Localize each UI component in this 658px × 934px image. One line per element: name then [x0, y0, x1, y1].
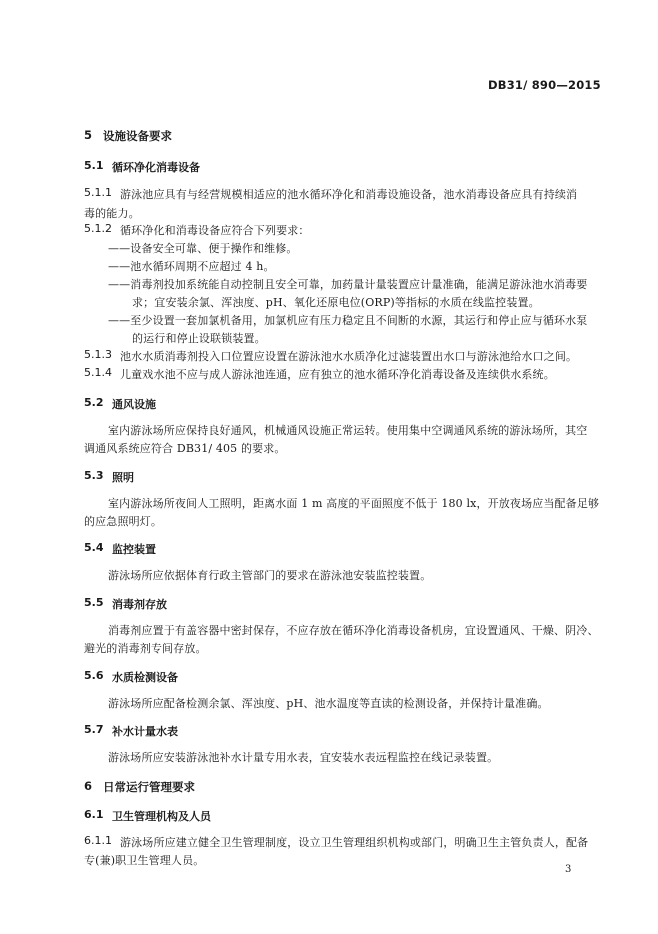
- clause-5-1-2-item-3: ——消毒剂投加系统能自动控制且安全可靠，加药量计量装置应计量准确，能满足游泳池水消毒要: [108, 278, 588, 291]
- section-5-6-title: 水质检测设备: [112, 671, 178, 684]
- section-5-2-line1: 室内游泳场所应保持良好通风，机械通风设施正常运转。使用集中空调通风系统的游泳场所，其空: [108, 424, 588, 437]
- clause-6-1-1-line1: 游泳场所应建立健全卫生管理制度，设立卫生管理组织机构或部门，明确卫生主管负责人，配备: [120, 836, 589, 849]
- clause-5-1-2-item-1: ——设备安全可靠、便于操作和维修。: [108, 242, 298, 255]
- section-5-2-number: 5.2: [84, 396, 104, 409]
- section-5-1-number: 5.1: [84, 159, 104, 172]
- section-5-3-line2: 的应急照明灯。: [84, 515, 163, 528]
- clause-5-1-1-line2: 毒的能力。: [84, 207, 140, 220]
- clause-6-1-1-number: 6.1.1: [84, 834, 112, 847]
- section-6-1-title: 卫生管理机构及人员: [112, 810, 211, 823]
- clause-5-1-3-text: 池水水质消毒剂投入口位置应设置在游泳池水水质净化过滤装置出水口与游泳池给水口之间。: [120, 350, 578, 363]
- clause-5-1-4-text: 儿童戏水池不应与成人游泳池连通，应有独立的池水循环净化消毒设备及连续供水系统。: [120, 368, 555, 381]
- section-6-title: 日常运行管理要求: [103, 780, 195, 794]
- section-5-title: 设施设备要求: [103, 129, 172, 143]
- section-5-6-number: 5.6: [84, 669, 104, 682]
- section-5-7-title: 补水计量水表: [112, 725, 178, 738]
- section-5-6-line1: 游泳场所应配备检测余氯、浑浊度、pH、池水温度等直读的检测设备，并保持计量准确。: [108, 697, 549, 710]
- section-5-4-title: 监控装置: [112, 543, 156, 556]
- clause-5-1-2-item-2: ——池水循环周期不应超过 4 h。: [108, 260, 275, 273]
- section-5-5-line1: 消毒剂应置于有盖容器中密封保存，不应存放在循环净化消毒设备机房，宜设置通风、干燥、阴冷、: [108, 624, 599, 637]
- section-5-3-line1: 室内游泳场所夜间人工照明，距离水面 1 m 高度的平面照度不低于 180 lx，开放夜场应当配备足够: [108, 497, 600, 510]
- section-5-3-number: 5.3: [84, 469, 104, 482]
- section-5-2-title: 通风设施: [112, 398, 156, 411]
- clause-5-1-2-intro: 循环净化和消毒设备应符合下列要求：: [120, 224, 310, 237]
- section-5-1-title: 循环净化消毒设备: [112, 161, 200, 174]
- section-6-number: 6: [84, 779, 93, 793]
- section-5-5-title: 消毒剂存放: [112, 598, 167, 611]
- section-5-7-number: 5.7: [84, 723, 104, 736]
- section-5-number: 5: [84, 128, 93, 142]
- clause-5-1-4-number: 5.1.4: [84, 366, 112, 379]
- clause-5-1-2-item-4: ——至少设置一套加氯机备用，加氯机应有压力稳定且不间断的水源，其运行和停止应与循环水泵: [108, 314, 588, 327]
- section-5-5-line2: 避光的消毒剂专间存放。: [84, 642, 207, 655]
- clause-5-1-2-item-3-cont: 求；宜安装余氯、浑浊度、pH、氧化还原电位(ORP)等指标的水质在线监控装置。: [132, 296, 540, 309]
- section-6-1-number: 6.1: [84, 808, 104, 821]
- section-5-2-line2: 调通风系统应符合 DB31/ 405 的要求。: [84, 442, 286, 455]
- section-5-7-line1: 游泳场所应安装游泳池补水计量专用水表，宜安装水表远程监控在线记录装置。: [108, 751, 499, 764]
- standard-number: DB31/ 890—2015: [488, 78, 601, 92]
- clause-5-1-1-line1: 游泳池应具有与经营规模相适应的池水循环净化和消毒设施设备，池水消毒设备应具有持续消: [120, 188, 578, 201]
- section-5-5-number: 5.5: [84, 596, 104, 609]
- section-5-3-title: 照明: [112, 471, 134, 484]
- section-5-4-number: 5.4: [84, 541, 104, 554]
- clause-5-1-1-number: 5.1.1: [84, 186, 112, 199]
- clause-5-1-2-item-4-cont: 的运行和停止设联锁装置。: [132, 332, 266, 345]
- clause-5-1-2-number: 5.1.2: [84, 222, 112, 235]
- clause-6-1-1-line2: 专(兼)职卫生管理人员。: [84, 854, 205, 867]
- clause-5-1-3-number: 5.1.3: [84, 348, 112, 361]
- page-number: 3: [565, 864, 572, 875]
- section-5-4-line1: 游泳场所应依据体育行政主管部门的要求在游泳池安装监控装置。: [108, 569, 432, 582]
